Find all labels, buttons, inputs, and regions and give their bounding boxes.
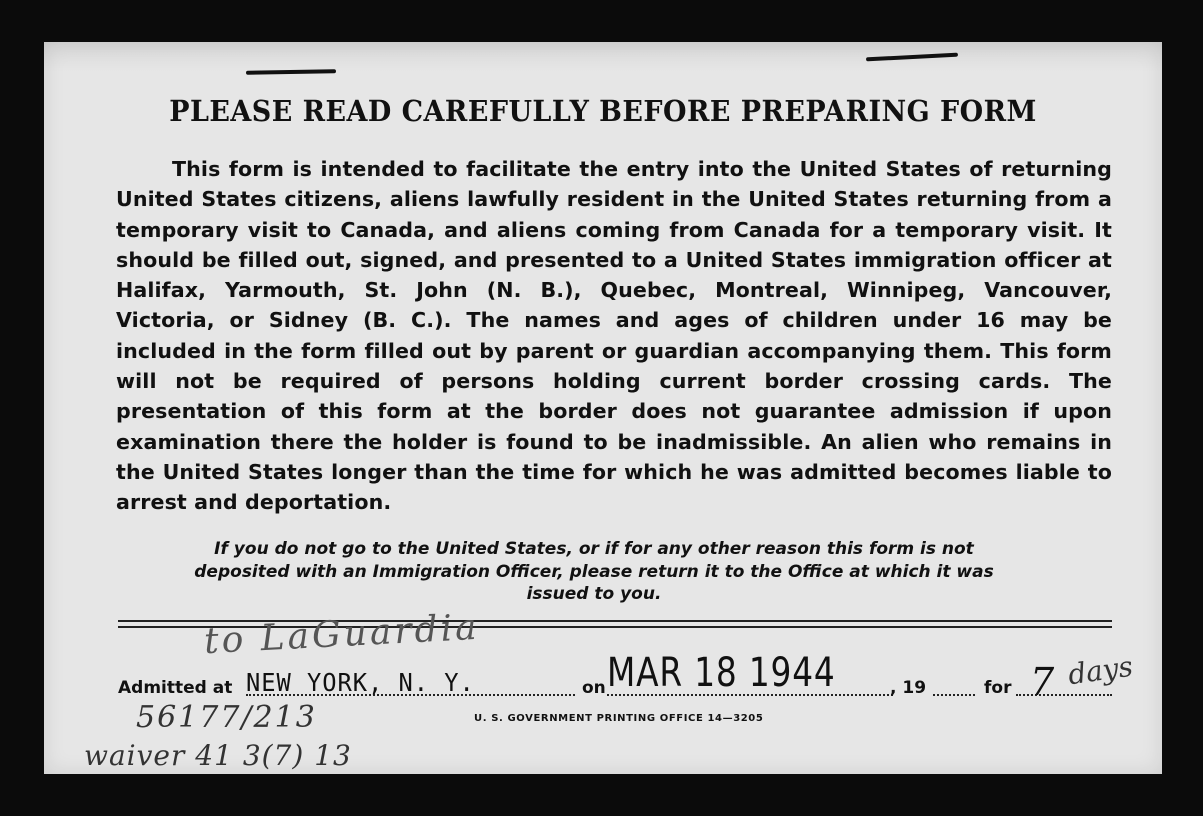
top-left-punch-mark <box>246 69 336 75</box>
top-right-punch-mark <box>866 53 958 62</box>
year-prefix-label: , 19 <box>890 678 927 698</box>
instructions-paragraph: This form is intended to facilitate the entry into the United States of returning United States citizens, aliens lawfully resident in the United States returning from a temporary visit to Canada, and aliens coming from Canada for a temporary visit. It should be filled out, signed, and presented to a United States immigration officer at Halifax, Yarmouth, St. John (N. B.), Quebec, Montreal, Winnipeg, Vancouver, Victoria, or Sidney (B. C.). The names and ages of children under 16 may be included in the form filled out by parent or guardian accompanying them. This form will not be required of persons holding current border crossing cards. The presentation of this form at the border does not guarantee admission if upon examination there the holder is found to be inadmissible. An alien who remains in the United States longer than the time for which he was admitted becomes liable to arrest and deportation. <box>116 157 1112 515</box>
stay-duration-number: 7 <box>1030 660 1055 704</box>
form-title: PLEASE READ CAREFULLY BEFORE PREPARING FORM <box>169 94 1037 128</box>
printer-imprint: U. S. GOVERNMENT PRINTING OFFICE 14—3205 <box>474 713 764 724</box>
handwritten-airport-note: to LaGuardia <box>203 606 481 663</box>
on-label: on <box>582 678 606 698</box>
for-label: for <box>984 678 1012 698</box>
year-line <box>933 694 975 696</box>
return-notice: If you do not go to the United States, or if for any other reason this form is not deposited with an Immigration Officer, please return it to the Office at which it was issued to you. <box>194 539 994 604</box>
admitted-date-stamp: MAR 18 1944 <box>607 650 836 696</box>
stay-duration-unit: days <box>1066 649 1135 692</box>
admitted-place-stamp: NEW YORK, N. Y. <box>246 668 475 697</box>
border-crossing-form-card <box>44 42 1162 774</box>
handwritten-file-number: 56177/213 <box>136 700 317 735</box>
handwritten-waiver-note: waiver 41 3(7) 13 <box>84 739 352 772</box>
admitted-at-label: Admitted at <box>118 678 233 698</box>
admission-field-row <box>118 649 1135 704</box>
